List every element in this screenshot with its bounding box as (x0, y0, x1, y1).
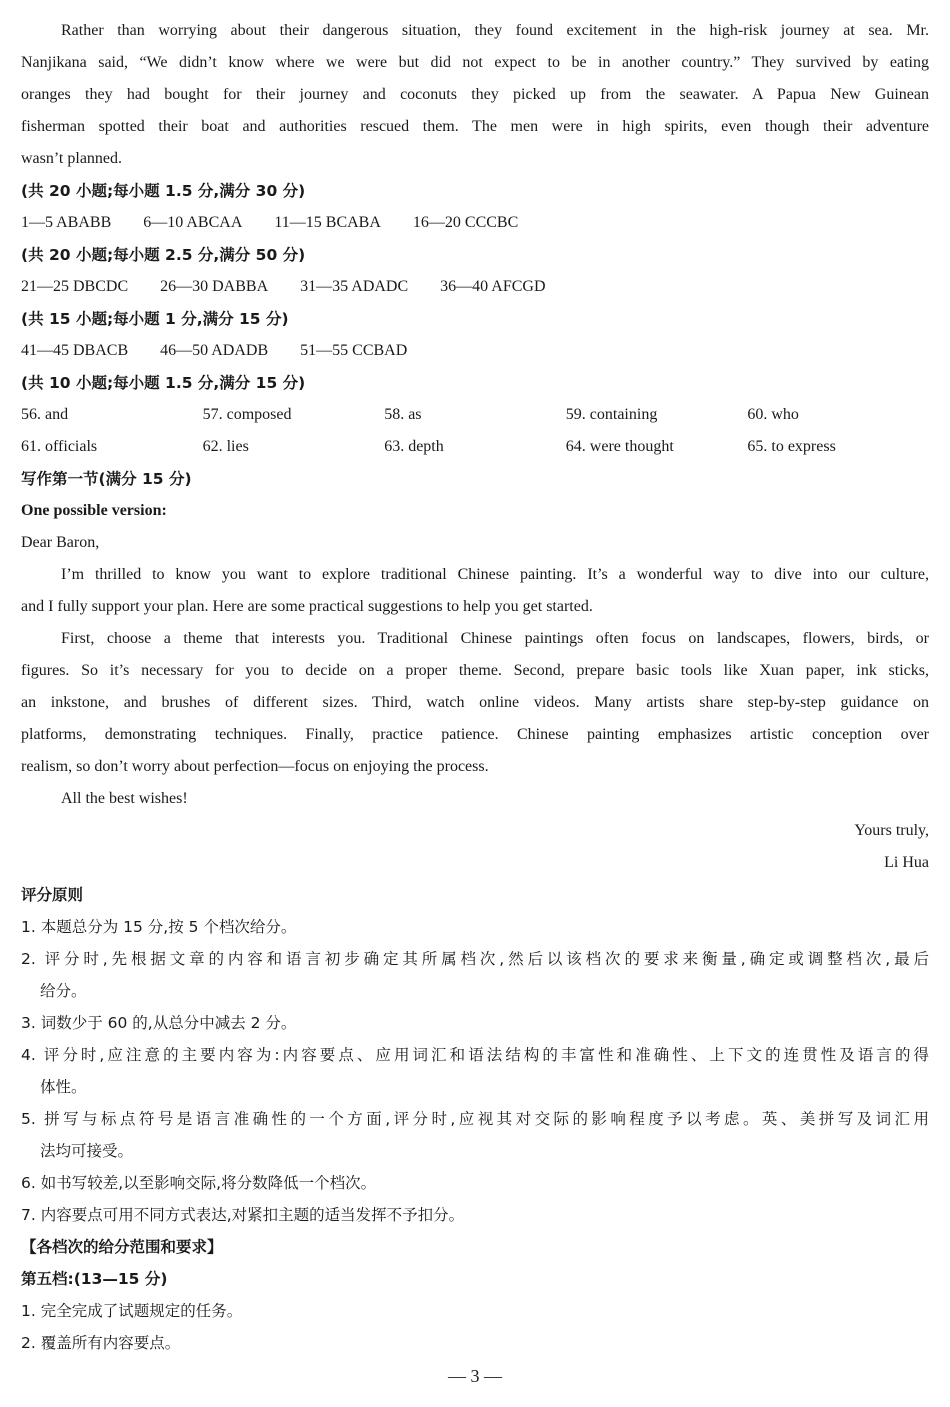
letter-line: First, choose a theme that interests you. Traditional Chinese paintings often focus on landscapes, flowers, birds, or (61, 630, 929, 647)
scoring-rule: 3. 词数少于 60 的,从总分中减去 2 分。 (21, 1014, 297, 1032)
scoring-title: 评分原则 (21, 886, 84, 904)
passage-line: oranges they had bought for their journey and coconuts they picked up from the seawater. A Papua New Guinean (21, 86, 929, 103)
section-header: (共 15 小题;每小题 1 分,满分 15 分) (21, 310, 289, 328)
letter-line: realism, so don’t worry about perfection—focus on enjoying the process. (21, 758, 489, 775)
fill-answer: 63. depth (384, 438, 444, 455)
section-header: (共 20 小题;每小题 2.5 分,满分 50 分) (21, 246, 306, 264)
answer-row (21, 207, 929, 239)
fill-answer: 57. composed (202, 406, 292, 423)
scoring-rule: 6. 如书写较差,以至影响交际,将分数降低一个档次。 (21, 1174, 377, 1192)
scoring-rule: 法均可接受。 (40, 1142, 134, 1160)
answer-group: 21—25 DBCDC (21, 278, 129, 295)
scoring-rule: 4. 评分时,应注意的主要内容为:内容要点、应用词汇和语法结构的丰富性和准确性、上下文的连贯性及语言的得 (21, 1046, 929, 1064)
writing-header: 写作第一节(满分 15 分) (21, 470, 192, 488)
answer-group: 36—40 AFCGD (440, 278, 546, 295)
answer-group: 6—10 ABCAA (143, 214, 243, 231)
letter-line: I’m thrilled to know you want to explore traditional Chinese painting. It’s a wonderful way to dive into our culture, (61, 566, 929, 583)
fill-answer: 61. officials (21, 438, 98, 455)
fill-answer: 65. to express (747, 438, 836, 455)
fill-answer: 56. and (21, 406, 69, 423)
scoring-rule: 5. 拼写与标点符号是语言准确性的一个方面,评分时,应视其对交际的影响程度予以考虑。英、美拼写及词汇用 (21, 1110, 929, 1128)
answer-group: 41—45 DBACB (21, 342, 129, 359)
version-label: One possible version: (21, 502, 167, 519)
scoring-rule: 2. 评分时,先根据文章的内容和语言初步确定其所属档次,然后以该档次的要求来衡量,确定或调整档次,最后 (21, 950, 929, 968)
letter-line: platforms, demonstrating techniques. Finally, practice patience. Chinese painting emphasizes artistic conception over (21, 726, 929, 743)
passage-line: Nanjikana said, “We didn’t know where we were but did not expect to be in another country.” They survived by eating (21, 54, 929, 71)
section-header: (共 20 小题;每小题 1.5 分,满分 30 分) (21, 182, 306, 200)
answer-group: 46—50 ADADB (160, 342, 269, 359)
fill-answer: 58. as (384, 406, 422, 423)
answer-row (21, 335, 929, 367)
answer-group: 16—20 CCCBC (412, 214, 519, 231)
passage-line: Rather than worrying about their dangerous situation, they found excitement in the high-risk journey at sea. Mr. (61, 22, 929, 39)
scoring-rule: 1. 本题总分为 15 分,按 5 个档次给分。 (21, 918, 297, 936)
fill-answer: 62. lies (202, 438, 249, 455)
fill-answer: 64. were thought (565, 438, 674, 455)
level5-item: 2. 覆盖所有内容要点。 (21, 1334, 181, 1352)
answer-group: 1—5 ABABB (21, 214, 112, 231)
fill-answer: 60. who (747, 406, 799, 423)
letter-line: All the best wishes! (61, 790, 188, 807)
page-number: — 3 — (448, 1366, 502, 1386)
letter-signature: Li Hua (884, 854, 929, 871)
scoring-rule: 给分。 (40, 982, 87, 1000)
level5-title: 第五档:(13—15 分) (21, 1270, 168, 1288)
answer-group: 31—35 ADADC (300, 278, 409, 295)
scoring-rule: 体性。 (40, 1078, 87, 1096)
letter-line: figures. So it’s necessary for you to decide on a proper theme. Second, prepare basic tools like Xuan paper, ink sticks, (21, 662, 929, 679)
answer-group: 26—30 DABBA (160, 278, 269, 295)
fill-row (21, 431, 929, 463)
letter-line: an inkstone, and brushes of different sizes. Third, watch online videos. Many artists share step-by-step guidance on (21, 694, 929, 711)
passage-line: fisherman spotted their boat and authorities rescued them. The men were in high spirits, even though their adventure (21, 118, 929, 135)
letter-line: and I fully support your plan. Here are some practical suggestions to help you get started. (21, 598, 593, 615)
answer-group: 11—15 BCABA (274, 214, 381, 231)
scoring-rule: 7. 内容要点可用不同方式表达,对紧扣主题的适当发挥不予扣分。 (21, 1206, 465, 1224)
passage-line: wasn’t planned. (21, 150, 123, 167)
answer-group: 51—55 CCBAD (300, 342, 408, 359)
level5-item: 1. 完全完成了试题规定的任务。 (21, 1302, 243, 1320)
letter-closing: Yours truly, (854, 822, 929, 839)
levels-title: 【各档次的给分范围和要求】 (21, 1238, 223, 1256)
letter-greeting: Dear Baron, (21, 534, 100, 551)
section-header: (共 10 小题;每小题 1.5 分,满分 15 分) (21, 374, 306, 392)
answer-row (21, 271, 929, 303)
fill-answer: 59. containing (565, 406, 658, 423)
fill-row (21, 399, 929, 431)
